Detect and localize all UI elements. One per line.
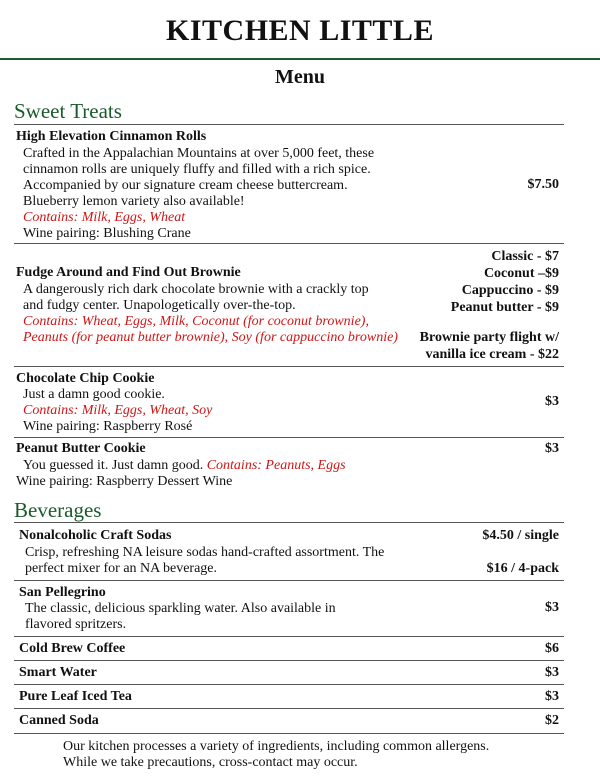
- item-price: $3: [545, 689, 559, 704]
- brownie-flight-price: Brownie party flight w/ vanilla ice cream - $22: [419, 330, 559, 362]
- item-name-smart-water: Smart Water: [19, 665, 97, 680]
- item-name-cold-brew: Cold Brew Coffee: [19, 641, 126, 656]
- wine-pairing: Wine pairing: Raspberry Rosé: [23, 419, 193, 434]
- divider: [14, 580, 564, 581]
- item-name-craft-sodas: Nonalcoholic Craft Sodas: [19, 528, 172, 543]
- divider: [14, 124, 564, 125]
- item-description: A dangerously rich dark chocolate brownie with a crackly top and fudgy center. Unapologetically over-the-top. Contains: Wheat, Eggs, Milk, Coconut (for coconut brownie), Peanuts (for peanut butter brownie), Soy (for cappuccino brownie): [23, 282, 398, 345]
- allergen-note: Contains: Milk, Eggs, Wheat, Soy: [23, 403, 213, 418]
- item-price: $3: [545, 394, 559, 409]
- item-name-iced-tea: Pure Leaf Iced Tea: [19, 689, 132, 704]
- item-price: $7.50: [527, 177, 559, 192]
- divider: [14, 522, 564, 523]
- divider: [14, 636, 564, 637]
- divider: [14, 437, 564, 438]
- price-single: $4.50 / single: [482, 528, 559, 543]
- divider: [14, 708, 564, 709]
- divider: [14, 243, 564, 244]
- item-price: $3: [545, 441, 559, 456]
- allergen-note: Peanuts (for peanut butter brownie), Soy (for cappuccino brownie): [23, 330, 398, 345]
- section-heading-beverages: Beverages: [14, 498, 102, 522]
- wine-pairing: Wine pairing: Blushing Crane: [23, 226, 191, 241]
- restaurant-title: KITCHEN LITTLE: [166, 14, 434, 47]
- divider: [14, 684, 564, 685]
- brownie-price-list: Classic - $7 Coconut –$9 Cappuccino - $9 Peanut butter - $9: [450, 249, 559, 315]
- item-name-peanut-butter-cookie: Peanut Butter Cookie: [16, 441, 146, 456]
- item-description: Crisp, refreshing NA leisure sodas hand-crafted assortment. The perfect mixer for an NA beverage.: [25, 545, 385, 576]
- divider: [14, 366, 564, 367]
- allergen-note: Contains: Milk, Eggs, Wheat: [23, 210, 186, 225]
- wine-pairing: Wine pairing: Raspberry Dessert Wine: [16, 474, 233, 489]
- menu-heading: Menu: [275, 66, 325, 88]
- title-divider: [0, 58, 600, 60]
- allergen-note: Contains: Wheat, Eggs, Milk, Coconut (for coconut brownie),: [23, 314, 369, 329]
- item-price: $2: [545, 713, 559, 728]
- section-heading-sweet-treats: Sweet Treats: [14, 99, 122, 123]
- item-price: $3: [545, 665, 559, 680]
- item-name-canned-soda: Canned Soda: [19, 713, 99, 728]
- item-name-cinnamon-rolls: High Elevation Cinnamon Rolls: [16, 129, 207, 144]
- item-name-chocolate-chip-cookie: Chocolate Chip Cookie: [16, 371, 155, 386]
- item-name-san-pellegrino: San Pellegrino: [19, 585, 106, 600]
- item-price: $3: [545, 600, 559, 615]
- item-description: Crafted in the Appalachian Mountains at over 5,000 feet, these cinnamon rolls are uniquely fluffy and filled with a rich spice. Accompanied by our signature cream cheese buttercream. Blueberry lemon variety also available! Contains: Milk, Eggs, Wheat Wine pairing: Blushing Crane: [23, 146, 375, 241]
- item-description: The classic, delicious sparkling water. Also available in flavored spritzers.: [25, 601, 336, 632]
- item-price: $6: [545, 641, 559, 656]
- allergen-disclaimer: Our kitchen processes a variety of ingredients, including common allergens. While we take precautions, cross-contact may occur.: [63, 739, 490, 770]
- item-name-brownie: Fudge Around and Find Out Brownie: [16, 265, 241, 280]
- price-four-pack: $16 / 4-pack: [486, 561, 559, 576]
- allergen-note: Contains: Peanuts, Eggs: [206, 458, 346, 473]
- item-description: Just a damn good cookie. Contains: Milk, Eggs, Wheat, Soy Wine pairing: Raspberry Rosé: [23, 387, 213, 434]
- divider: [14, 660, 564, 661]
- item-description: You guessed it. Just damn good. Contains: Peanuts, Eggs: [23, 458, 346, 473]
- divider: [14, 733, 564, 734]
